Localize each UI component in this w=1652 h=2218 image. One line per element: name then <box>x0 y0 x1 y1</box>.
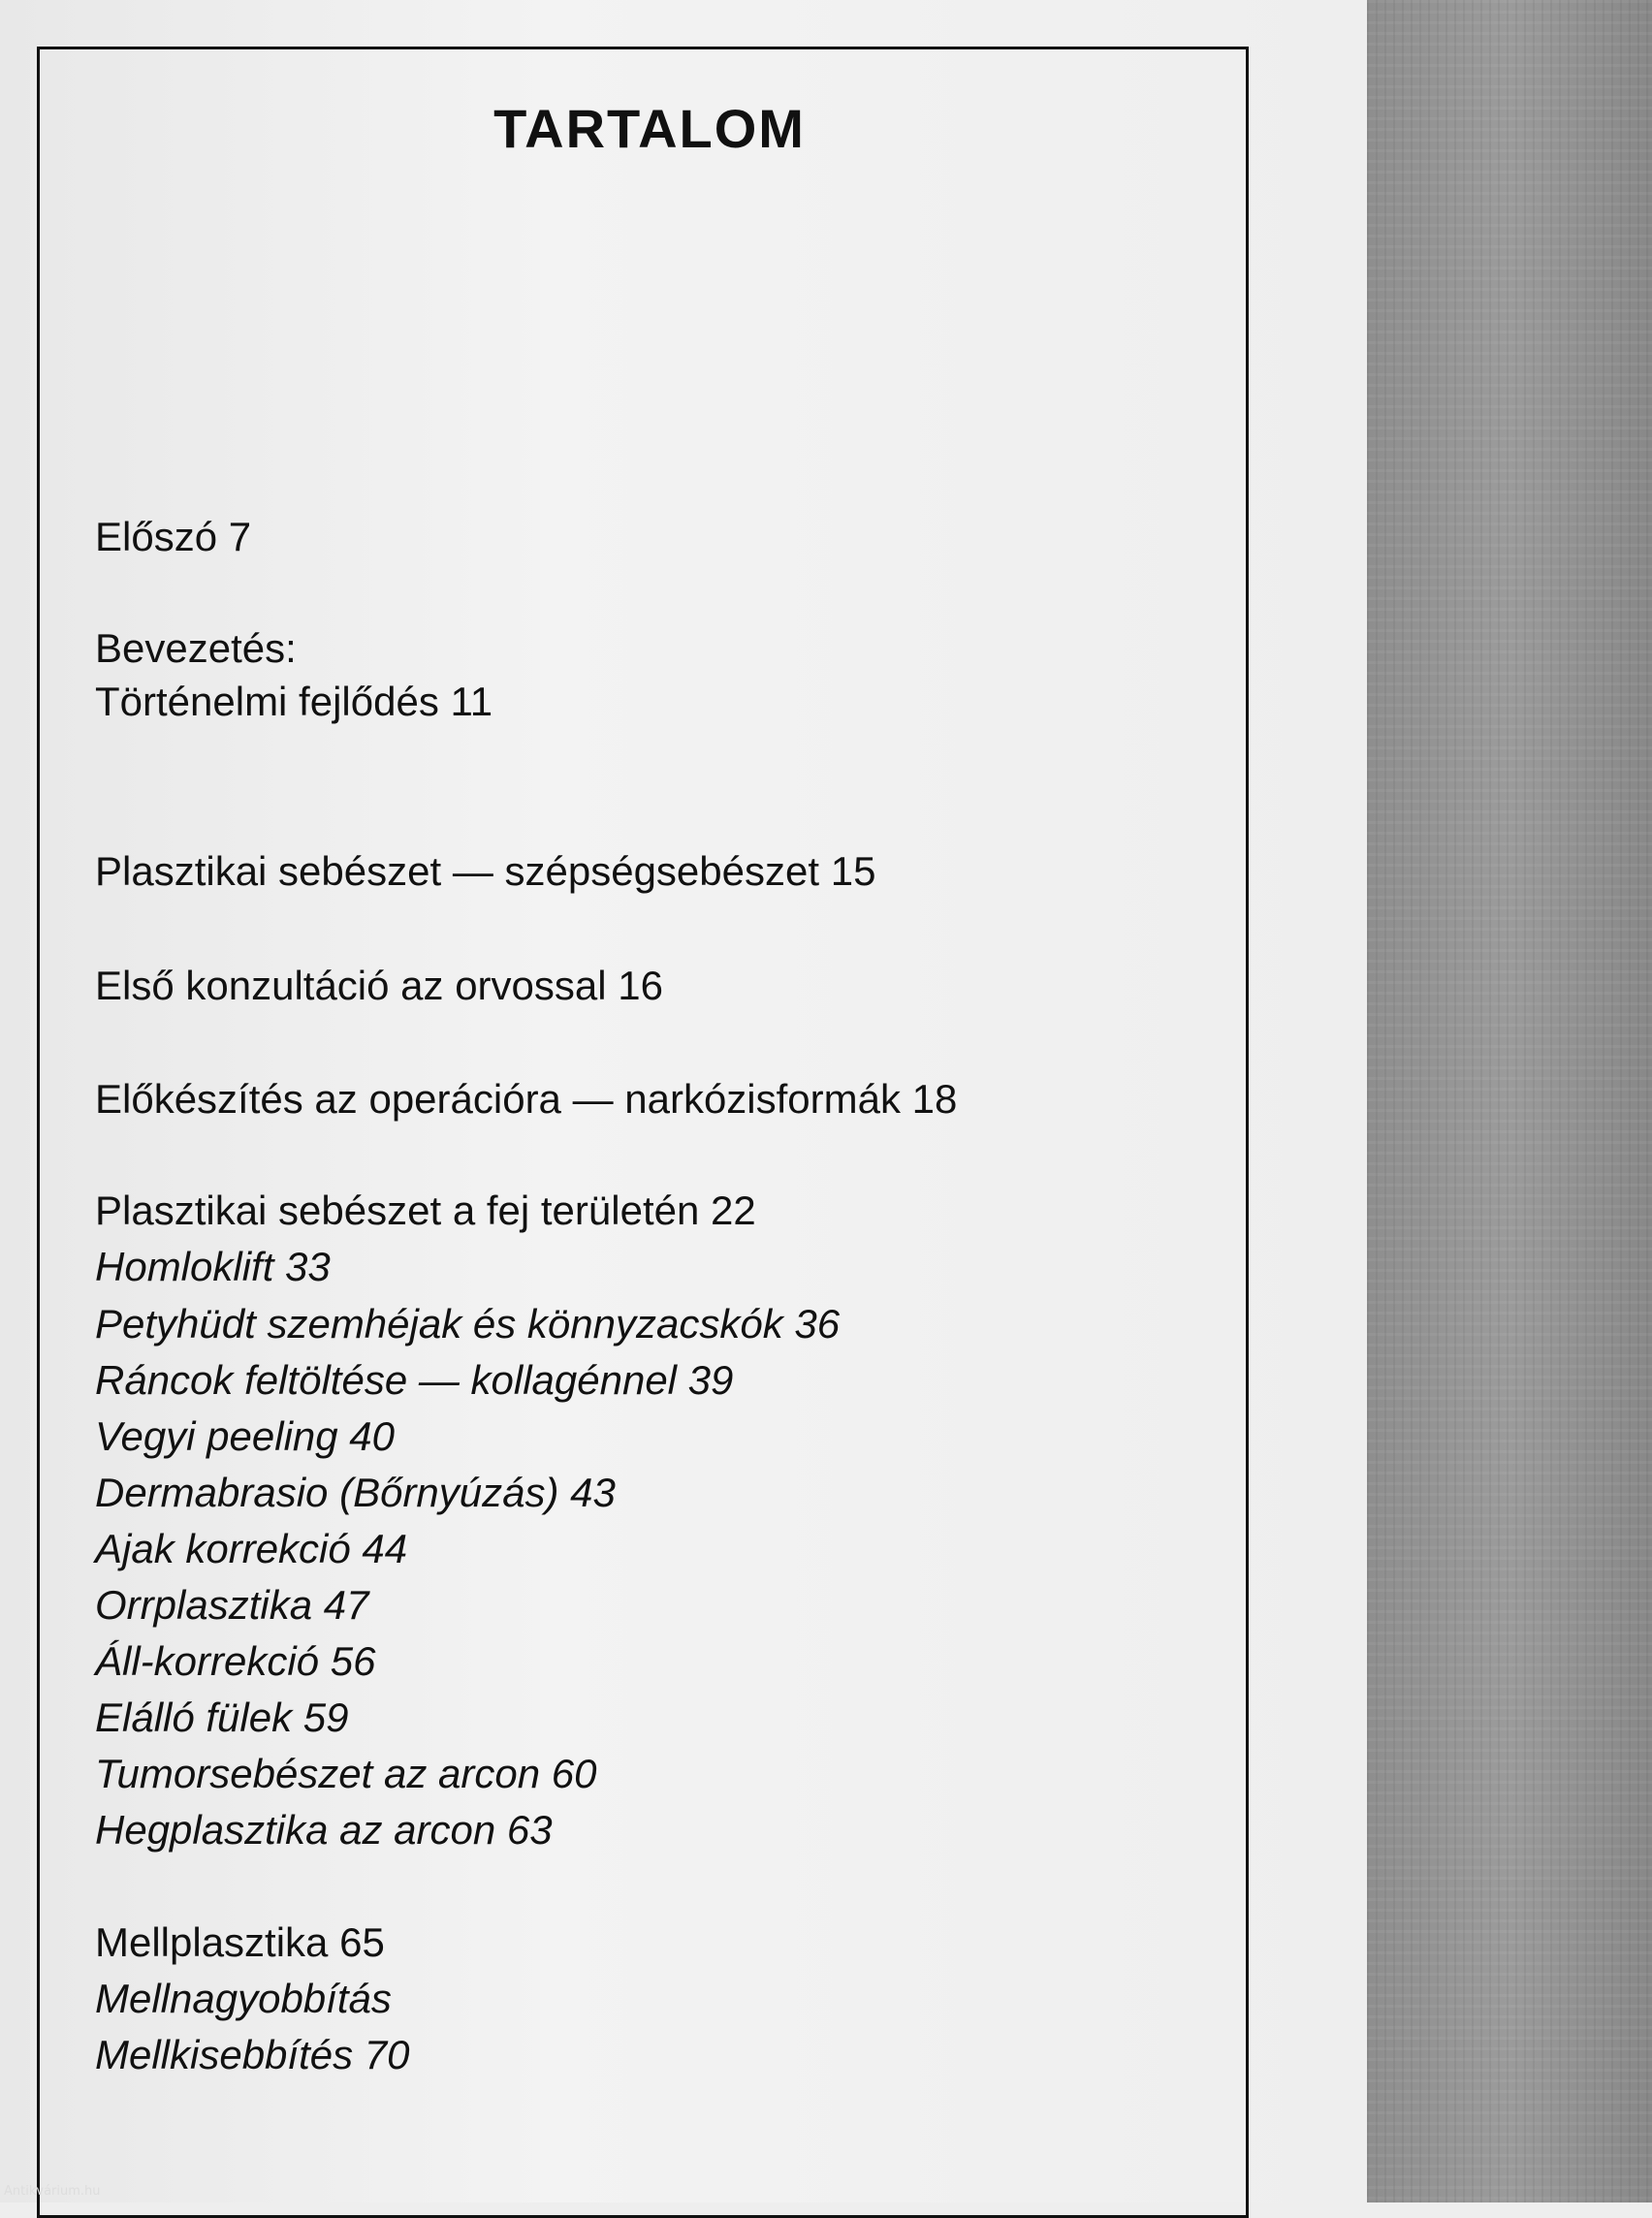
toc-subentry: Mellkisebbítés 70 <box>95 2032 410 2077</box>
toc-entry: Bevezetés: <box>95 625 297 671</box>
toc-entry: Plasztikai sebészet a fej területén 22 <box>95 1188 756 1233</box>
page-border-frame <box>37 47 1249 2218</box>
toc-entry: Előkészítés az operációra — narkózisformák 18 <box>95 1076 958 1122</box>
toc-subentry: Ráncok feltöltése — kollagénnel 39 <box>95 1357 734 1403</box>
toc-entry: Első konzultáció az orvossal 16 <box>95 963 663 1008</box>
toc-subentry: Homloklift 33 <box>95 1244 331 1289</box>
toc-subentry: Tumorsebészet az arcon 60 <box>95 1751 597 1796</box>
toc-subentry: Ajak korrekció 44 <box>95 1526 408 1571</box>
watermark-text: Antikvárium.hu <box>4 2184 101 2199</box>
toc-entry: Plasztikai sebészet — szépségsebészet 15 <box>95 848 876 894</box>
page-title: TARTALOM <box>493 98 806 159</box>
background-surface <box>1367 0 1652 2202</box>
toc-subentry: Orrplasztika 47 <box>95 1582 369 1628</box>
toc-subentry: Dermabrasio (Bőrnyúzás) 43 <box>95 1470 616 1515</box>
toc-subentry: Elálló fülek 59 <box>95 1695 349 1740</box>
toc-subentry: Mellnagyobbítás <box>95 1976 392 2021</box>
toc-entry: Előszó 7 <box>95 514 252 559</box>
toc-subentry: Petyhüdt szemhéjak és könnyzacskók 36 <box>95 1301 841 1347</box>
toc-entry: Történelmi fejlődés 11 <box>95 679 493 724</box>
toc-subentry: Vegyi peeling 40 <box>95 1413 396 1459</box>
toc-entry: Mellplasztika 65 <box>95 1919 385 1965</box>
toc-subentry: Áll-korrekció 56 <box>95 1638 376 1684</box>
toc-subentry: Hegplasztika az arcon 63 <box>95 1807 553 1853</box>
